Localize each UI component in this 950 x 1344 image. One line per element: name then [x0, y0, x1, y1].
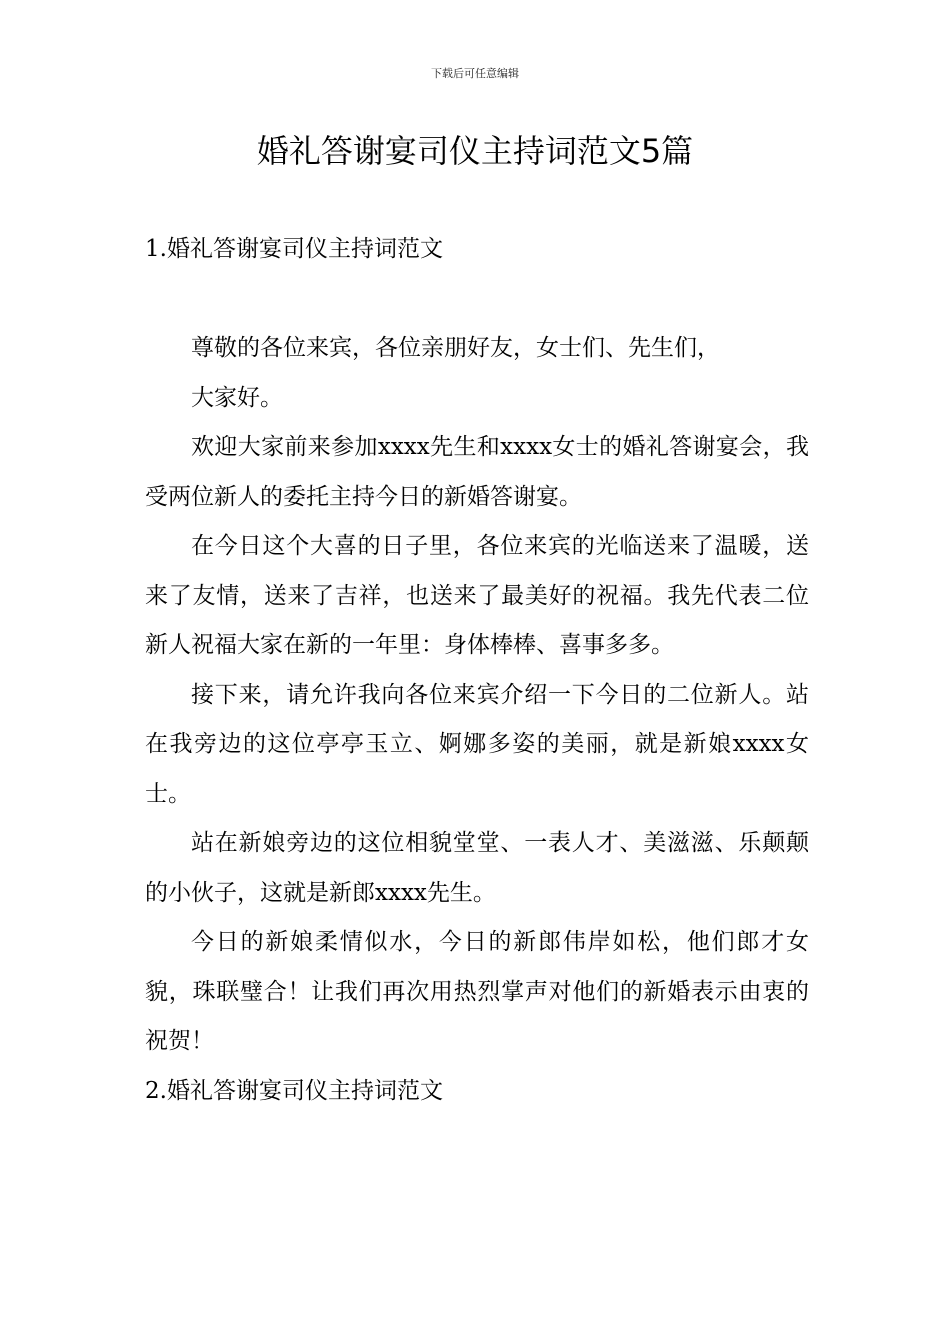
paragraph-blessing: 在今日这个大喜的日子里，各位来宾的光临送来了温暖，送来了友情，送来了吉祥，也送来了最美好的祝福。我先代表二位新人祝福大家在新的一年里：身体棒棒、喜事多多。 [145, 533, 809, 658]
paragraph-welcome: 欢迎大家前来参加xxxx先生和xxxx女士的婚礼答谢宴会，我受两位新人的委托主持今日的新婚答谢宴。 [145, 434, 809, 510]
section-1-body [145, 324, 809, 1116]
paragraph-bride-intro: 接下来，请允许我向各位来宾介绍一下今日的二位新人。站在我旁边的这位亭亭玉立、婀娜多姿的美丽，就是新娘xxxx女士。 [145, 681, 809, 807]
section-1-heading-block [145, 225, 809, 275]
section-2-heading: 2.婚礼答谢宴司仪主持词范文 [145, 1077, 443, 1104]
paragraph-groom-intro: 站在新娘旁边的这位相貌堂堂、一表人才、美滋滋、乐颠颠的小伙子，这就是新郎xxxx先生。 [145, 830, 809, 906]
section-1-heading: 1.婚礼答谢宴司仪主持词范文 [145, 236, 443, 262]
paragraph-congratulations: 今日的新娘柔情似水，今日的新郎伟岸如松，他们郎才女貌，珠联璧合！让我们再次用热烈掌声对他们的新婚表示由衷的祝贺！ [145, 929, 809, 1054]
paragraph-hello: 大家好。 [191, 384, 283, 411]
document-title: 婚礼答谢宴司仪主持词范文5篇 [256, 132, 694, 170]
header-note: 下载后可任意编辑 [431, 67, 519, 80]
paragraph-greeting: 尊敬的各位来宾，各位亲朋好友，女士们、先生们， [191, 335, 720, 361]
